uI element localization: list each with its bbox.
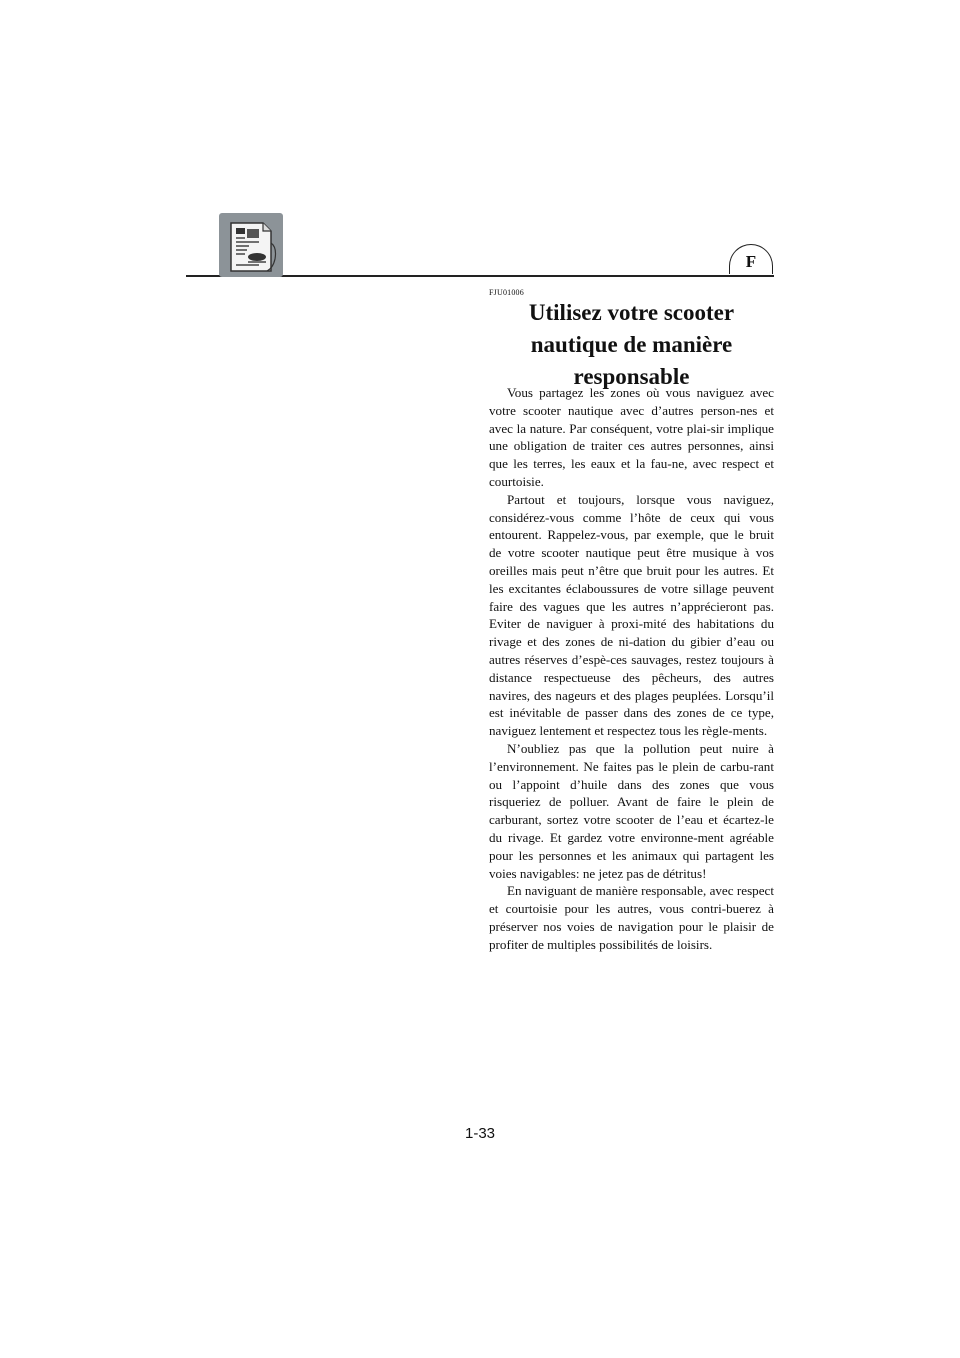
body-paragraph: Vous partagez les zones où vous naviguez avec votre scooter nautique avec d’autres person-nes et avec la nature. Par conséquent, votre plai-sir implique une obligation de traiter ces autres personnes, ainsi que les terres, les eaux et la fau-ne, avec respect et courtoisie. (489, 385, 774, 489)
section-title-line: nautique de manière (530, 332, 733, 357)
section-title (489, 297, 774, 393)
section-body (489, 384, 774, 954)
section-code: FJU01006 (489, 288, 524, 297)
language-badge: F (729, 244, 773, 274)
body-paragraph: Partout et toujours, lorsque vous naviguez, considérez-vous comme l’hôte de ceux qui vous entourent. Rappelez-vous, par exemple, que le bruit de votre scooter nautique peut être musique à vos oreilles mais peut n’être que bruit pour les autres. Et les excitantes éclaboussures de votre sillage peuvent faire des vagues que les autres n’apprécieront pas. Eviter de naviguer à proxi-mité des habitations du rivage et des zones de ni-dation du gibier d’eau ou autres réserves d’espè-ces sauvages, restez toujours à distance respectueuse des pêcheurs, des autres navires, des nageurs et des plages peuplées. Lorsqu’il est inévitable de passer dans des zones de ce type, naviguez lentement et respectez tous les règle-ments. (489, 491, 774, 739)
manual-book-icon (219, 213, 283, 277)
page-number: 1-33 (464, 1125, 496, 1142)
section-title-line: responsable (573, 364, 690, 389)
body-paragraph: N’oubliez pas que la pollution peut nuire à l’environnement. Ne faites pas le plein de carbu-rant ou l’appoint d’huile dans des zones que vous risqueriez de polluer. Avant de faire le plein de carburant, sortez votre scooter de l’eau et écartez-le du rivage. Et gardez votre environne-ment agréable pour les personnes et les animaux qui partagent les voies navigables: ne jetez pas de détritus! (489, 740, 774, 881)
body-paragraph: En naviguant de manière responsable, avec respect et courtoisie pour les autres, vous contri-buerez à préserver nos voies de navigation pour le plaisir de profiter de multiples possibilités de loisirs. (489, 883, 774, 952)
section-title-line: Utilisez votre scooter (528, 300, 735, 325)
